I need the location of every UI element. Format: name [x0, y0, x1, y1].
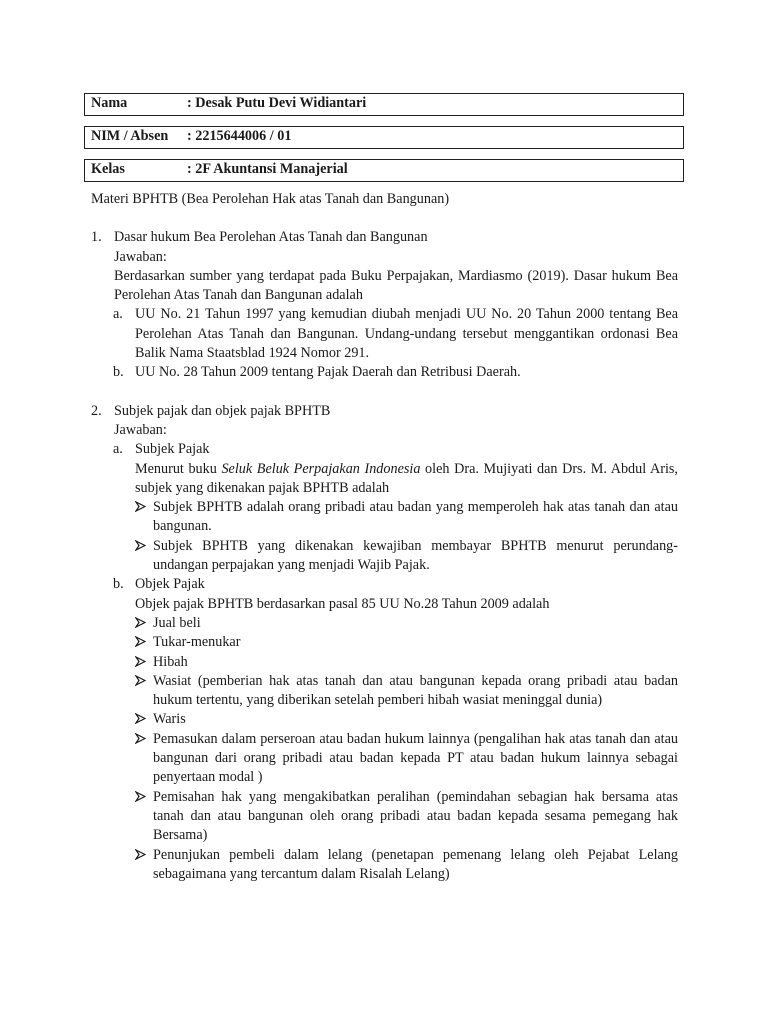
arrowhead-bullet-icon — [135, 672, 146, 691]
objek-list — [91, 614, 678, 884]
objek-title: Objek Pajak — [135, 576, 205, 593]
item-marker: a. — [113, 441, 123, 458]
nama-row — [84, 93, 684, 116]
kelas-row — [84, 159, 684, 182]
subjek-list — [91, 498, 678, 575]
list-item — [91, 498, 678, 537]
arrowhead-bullet-icon — [135, 633, 146, 652]
list-item — [91, 710, 678, 729]
arrowhead-bullet-icon — [135, 614, 146, 633]
section-2-title: Subjek pajak dan objek pajak BPHTB — [114, 402, 331, 419]
section-2-number: 2. — [91, 402, 102, 419]
item-marker: b. — [113, 576, 124, 593]
arrowhead-bullet-icon — [135, 498, 146, 517]
list-item — [91, 730, 678, 788]
arrowhead-bullet-icon — [135, 653, 146, 672]
item-marker: b. — [113, 364, 124, 381]
arrowhead-bullet-icon — [135, 730, 146, 749]
nama-value: : Desak Putu Devi Widiantari — [187, 95, 367, 111]
document-body — [91, 190, 678, 884]
section-2-item-b — [91, 575, 678, 614]
list-item-text: Pemasukan dalam perseroan atau badan hukum lainnya (pengalihan hak atas tanah dan atau bangunan dari orang pribadi atau badan kepada PT atau badan hukum lainnya sebagai penyertaan modal ) — [153, 730, 678, 786]
list-item-text: Subjek BPHTB adalah orang pribadi atau badan yang memperoleh hak atas tanah dan atau bangunan. — [153, 499, 678, 535]
section-2-item-a — [91, 440, 678, 498]
section-1-item-b-text: UU No. 28 Tahun 2009 tentang Pajak Daerah dan Retribusi Daerah. — [135, 364, 521, 381]
list-item-text: Subjek BPHTB yang dikenakan kewajiban membayar BPHTB menurut perundang-undangan perpajakan yang menjadi Wajib Pajak. — [153, 537, 678, 574]
section-1-item-a-text: UU No. 21 Tahun 1997 yang kemudian diubah menjadi UU No. 20 Tahun 2000 tentang Bea Perolehan Atas Tanah dan Bangunan. Undang-undang tersebut menggantikan ordonasi Bea Balik Nama Staatsblad 1924 Nomor 291. — [135, 306, 678, 362]
list-item — [91, 537, 678, 576]
kelas-label: Kelas — [91, 161, 125, 177]
subjek-title: Subjek Pajak — [135, 441, 210, 458]
arrowhead-bullet-icon — [135, 788, 146, 807]
materi-title: Materi BPHTB (Bea Perolehan Hak atas Tanah dan Bangunan) — [91, 191, 450, 207]
list-item-text: Tukar-menukar — [153, 634, 241, 651]
list-item-text: Jual beli — [153, 614, 201, 631]
item-marker: a. — [113, 306, 123, 323]
arrowhead-bullet-icon — [135, 846, 146, 865]
subjek-intro: Menurut buku Seluk Beluk Perpajakan Indonesia oleh Dra. Mujiyati dan Drs. M. Abdul Aris, subjek yang dikenakan pajak BPHTB adalah — [135, 460, 678, 496]
list-item-text: Pemisahan hak yang mengakibatkan peralihan (pemindahan sebagian hak bersama atas tanah dan atau bangunan oleh orang pribadi atau badan kepada sesama pemegang hak Bersama) — [153, 788, 678, 844]
section-1-jawaban: Jawaban: — [114, 248, 167, 265]
list-item-text: Hibah — [153, 653, 188, 670]
section-1-title: Dasar hukum Bea Perolehan Atas Tanah dan Bangunan — [114, 229, 428, 246]
nim-row — [84, 126, 684, 149]
objek-intro: Objek pajak BPHTB berdasarkan pasal 85 UU No.28 Tahun 2009 adalah — [135, 595, 550, 612]
list-item — [91, 633, 678, 652]
list-item-text: Penunjukan pembeli dalam lelang (penetapan pemenang lelang oleh Pejabat Lelang sebagaimana yang tercantum dalam Risalah Lelang) — [153, 846, 678, 882]
section-1-intro: Berdasarkan sumber yang terdapat pada Buku Perpajakan, Mardiasmo (2019). Dasar hukum Bea Perolehan Atas Tanah dan Bangunan adalah — [114, 267, 678, 304]
section-1-number: 1. — [91, 229, 102, 246]
nim-value: : 2215644006 / 01 — [187, 128, 292, 144]
section-1 — [91, 228, 678, 382]
book-title: Seluk Beluk Perpajakan Indonesia — [221, 460, 421, 477]
arrowhead-bullet-icon — [135, 537, 146, 556]
list-item — [91, 653, 678, 672]
kelas-value: : 2F Akuntansi Manajerial — [187, 161, 348, 177]
section-1-item-a — [91, 305, 678, 363]
nama-label: Nama — [91, 95, 128, 111]
list-item — [91, 788, 678, 846]
section-1-item-b — [91, 363, 678, 382]
section-2 — [91, 402, 678, 884]
section-2-jawaban: Jawaban: — [114, 421, 167, 438]
arrowhead-bullet-icon — [135, 710, 146, 729]
list-item-text: Waris — [153, 711, 186, 728]
list-item — [91, 672, 678, 711]
list-item — [91, 614, 678, 633]
nim-label: NIM / Absen — [91, 128, 169, 144]
list-item-text: Wasiat (pemberian hak atas tanah dan atau bangunan kepada orang pribadi atau badan hukum tertentu, yang diberikan setelah pemberi hibah wasiat meninggal dunia) — [153, 672, 678, 709]
list-item — [91, 846, 678, 885]
